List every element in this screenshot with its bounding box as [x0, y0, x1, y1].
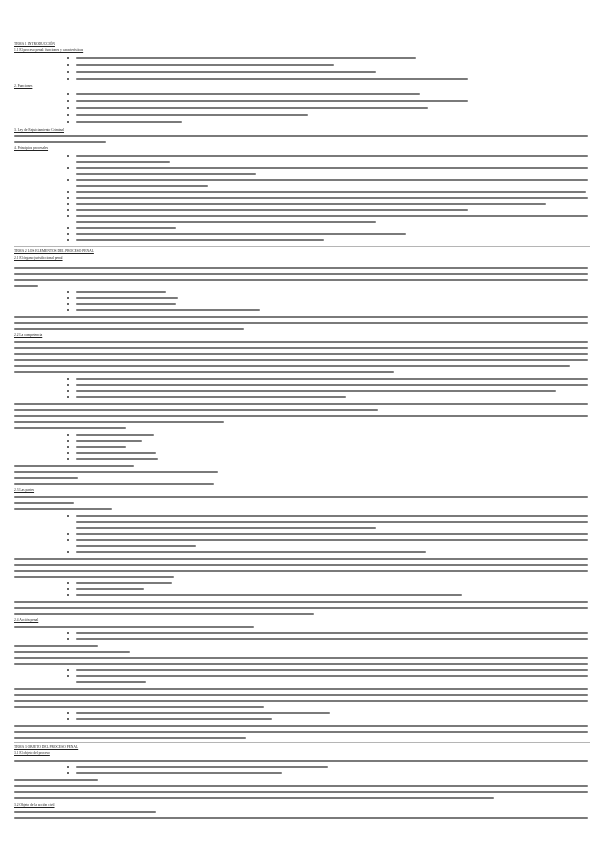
- bullet: [67, 396, 69, 398]
- text-line: [76, 772, 282, 774]
- bullet: [67, 390, 69, 392]
- bullet: [67, 551, 69, 553]
- text-line: [76, 64, 334, 66]
- text-line: [76, 309, 260, 311]
- text-line: [76, 669, 588, 671]
- bullet: [67, 215, 69, 217]
- text-line: [76, 57, 416, 59]
- text-line: [76, 712, 330, 714]
- text-line: [76, 227, 176, 229]
- text-line: [14, 779, 98, 781]
- text-line: [14, 645, 98, 647]
- text-line: [14, 316, 588, 318]
- text-line: [14, 285, 38, 287]
- text-line: [14, 322, 588, 324]
- text-line: [14, 811, 156, 813]
- bullet: [67, 539, 69, 541]
- text-line: [14, 613, 314, 615]
- bullet: [67, 203, 69, 205]
- bullet: [67, 632, 69, 634]
- text-line: [14, 502, 74, 504]
- text-line: [14, 483, 214, 485]
- text-line: [76, 390, 556, 392]
- subheading: 2.2 La competencia: [14, 333, 43, 337]
- text-line: [76, 588, 144, 590]
- text-line: [14, 817, 588, 819]
- text-line: [76, 303, 176, 305]
- text-line: [14, 731, 588, 733]
- bullet: [67, 100, 69, 102]
- bullet: [67, 766, 69, 768]
- text-line: [76, 521, 588, 523]
- bullet: [67, 712, 69, 714]
- text-line: [76, 378, 588, 380]
- text-line: [76, 638, 588, 640]
- text-line: [14, 279, 588, 281]
- bullet: [67, 434, 69, 436]
- text-line: [76, 440, 142, 442]
- text-line: [14, 657, 588, 659]
- text-line: [14, 371, 394, 373]
- text-line: [14, 694, 588, 696]
- text-line: [14, 570, 588, 572]
- text-line: [14, 471, 218, 473]
- bullet: [67, 191, 69, 193]
- bullet: [67, 515, 69, 517]
- subheading: 3.2 Objeto de la acción civil: [14, 803, 55, 807]
- subheading: 2.1 El órgano jurisdiccional penal: [14, 256, 63, 260]
- text-line: [14, 135, 588, 137]
- text-line: [14, 496, 588, 498]
- text-line: [76, 239, 324, 241]
- text-line: [14, 797, 494, 799]
- divider: [14, 742, 590, 743]
- text-line: [14, 427, 126, 429]
- section-heading-1: [14, 42, 590, 47]
- text-line: [76, 551, 426, 553]
- text-line: [76, 539, 588, 541]
- bullet: [67, 121, 69, 123]
- bullet: [67, 446, 69, 448]
- text-line: [14, 415, 588, 417]
- bullet: [67, 291, 69, 293]
- text-line: [14, 626, 254, 628]
- text-line: [76, 384, 588, 386]
- section-title: TEMA 2 LOS ELEMENTOS DEL PROCESO PENAL: [14, 249, 94, 253]
- bullet: [67, 167, 69, 169]
- bullet: [67, 107, 69, 109]
- bullet: [67, 297, 69, 299]
- bullet: [67, 378, 69, 380]
- bullet: [67, 239, 69, 241]
- text-line: [14, 465, 134, 467]
- bullet: [67, 197, 69, 199]
- text-line: [76, 71, 376, 73]
- subheading: 4. Principios procesales: [14, 146, 49, 150]
- text-line: [76, 527, 376, 529]
- text-line: [14, 267, 588, 269]
- text-line: [14, 651, 130, 653]
- bullet: [67, 78, 69, 80]
- text-line: [14, 607, 588, 609]
- text-line: [14, 785, 588, 787]
- text-line: [14, 421, 224, 423]
- text-line: [14, 725, 588, 727]
- text-line: [14, 403, 588, 405]
- subheading: 1.1 El proceso penal: funciones y características: [14, 48, 84, 52]
- bullet: [67, 309, 69, 311]
- text-line: [76, 179, 588, 181]
- text-line: [14, 141, 106, 143]
- bullet: [67, 57, 69, 59]
- text-line: [14, 564, 588, 566]
- text-line: [14, 706, 264, 708]
- text-line: [76, 291, 166, 293]
- bullet: [67, 452, 69, 454]
- text-line: [14, 688, 588, 690]
- text-line: [14, 663, 588, 665]
- text-line: [14, 409, 378, 411]
- subheading: 3.1 El objeto del proceso: [14, 751, 50, 755]
- section-heading-3: [14, 745, 590, 750]
- bullet: [67, 64, 69, 66]
- text-line: [14, 359, 588, 361]
- bullet: [67, 303, 69, 305]
- bullet: [67, 155, 69, 157]
- section-heading-2: [14, 249, 590, 254]
- text-line: [76, 185, 208, 187]
- text-line: [14, 700, 588, 702]
- bullet: [67, 588, 69, 590]
- bullet: [67, 440, 69, 442]
- text-line: [76, 434, 154, 436]
- section-title: TEMA 3 OBJETO DEL PROCESO PENAL: [14, 745, 79, 749]
- text-line: [76, 766, 328, 768]
- text-line: [76, 446, 126, 448]
- text-line: [14, 737, 246, 739]
- bullet: [67, 669, 69, 671]
- bullet: [67, 179, 69, 181]
- text-line: [76, 173, 256, 175]
- bullet: [67, 93, 69, 95]
- text-line: [14, 365, 570, 367]
- bullet: [67, 209, 69, 211]
- text-line: [14, 508, 112, 510]
- text-line: [76, 161, 170, 163]
- bullet: [67, 772, 69, 774]
- bullet: [67, 71, 69, 73]
- text-line: [76, 594, 462, 596]
- text-line: [14, 347, 588, 349]
- text-line: [76, 582, 172, 584]
- text-line: [76, 100, 468, 102]
- text-line: [76, 297, 178, 299]
- text-line: [76, 221, 376, 223]
- text-line: [76, 675, 588, 677]
- text-line: [14, 576, 174, 578]
- text-line: [76, 233, 406, 235]
- text-line: [76, 396, 346, 398]
- bullet: [67, 582, 69, 584]
- text-line: [76, 632, 588, 634]
- text-line: [76, 155, 588, 157]
- bullet: [67, 594, 69, 596]
- bullet: [67, 233, 69, 235]
- text-line: [76, 681, 146, 683]
- text-line: [76, 191, 586, 193]
- text-line: [14, 760, 588, 762]
- text-line: [76, 114, 308, 116]
- text-line: [76, 197, 588, 199]
- bullet: [67, 227, 69, 229]
- text-line: [14, 273, 588, 275]
- bullet: [67, 114, 69, 116]
- text-line: [76, 209, 468, 211]
- text-line: [14, 328, 244, 330]
- text-line: [76, 515, 588, 517]
- text-line: [76, 78, 468, 80]
- text-line: [14, 791, 588, 793]
- text-line: [14, 601, 588, 603]
- text-line: [76, 458, 158, 460]
- subheading: 2.3 Las partes: [14, 488, 35, 492]
- text-line: [14, 353, 588, 355]
- text-line: [14, 558, 588, 560]
- text-line: [76, 452, 156, 454]
- bullet: [67, 458, 69, 460]
- text-line: [76, 203, 546, 205]
- subheading: 3. Ley de Enjuiciamiento Criminal: [14, 128, 65, 132]
- subheading: 2.4 Acción penal: [14, 618, 39, 622]
- text-line: [76, 93, 420, 95]
- text-line: [76, 121, 182, 123]
- bullet: [67, 718, 69, 720]
- subheading: 2. Funciones: [14, 84, 33, 88]
- text-line: [76, 718, 272, 720]
- divider: [14, 246, 590, 247]
- text-line: [76, 545, 196, 547]
- bullet: [67, 675, 69, 677]
- section-title: TEMA 1 INTRODUCCIÓN: [14, 42, 55, 46]
- bullet: [67, 638, 69, 640]
- text-line: [14, 341, 588, 343]
- text-line: [76, 215, 588, 217]
- bullet: [67, 384, 69, 386]
- text-line: [76, 167, 588, 169]
- bullet: [67, 533, 69, 535]
- text-line: [76, 107, 428, 109]
- text-line: [76, 533, 588, 535]
- text-line: [14, 477, 78, 479]
